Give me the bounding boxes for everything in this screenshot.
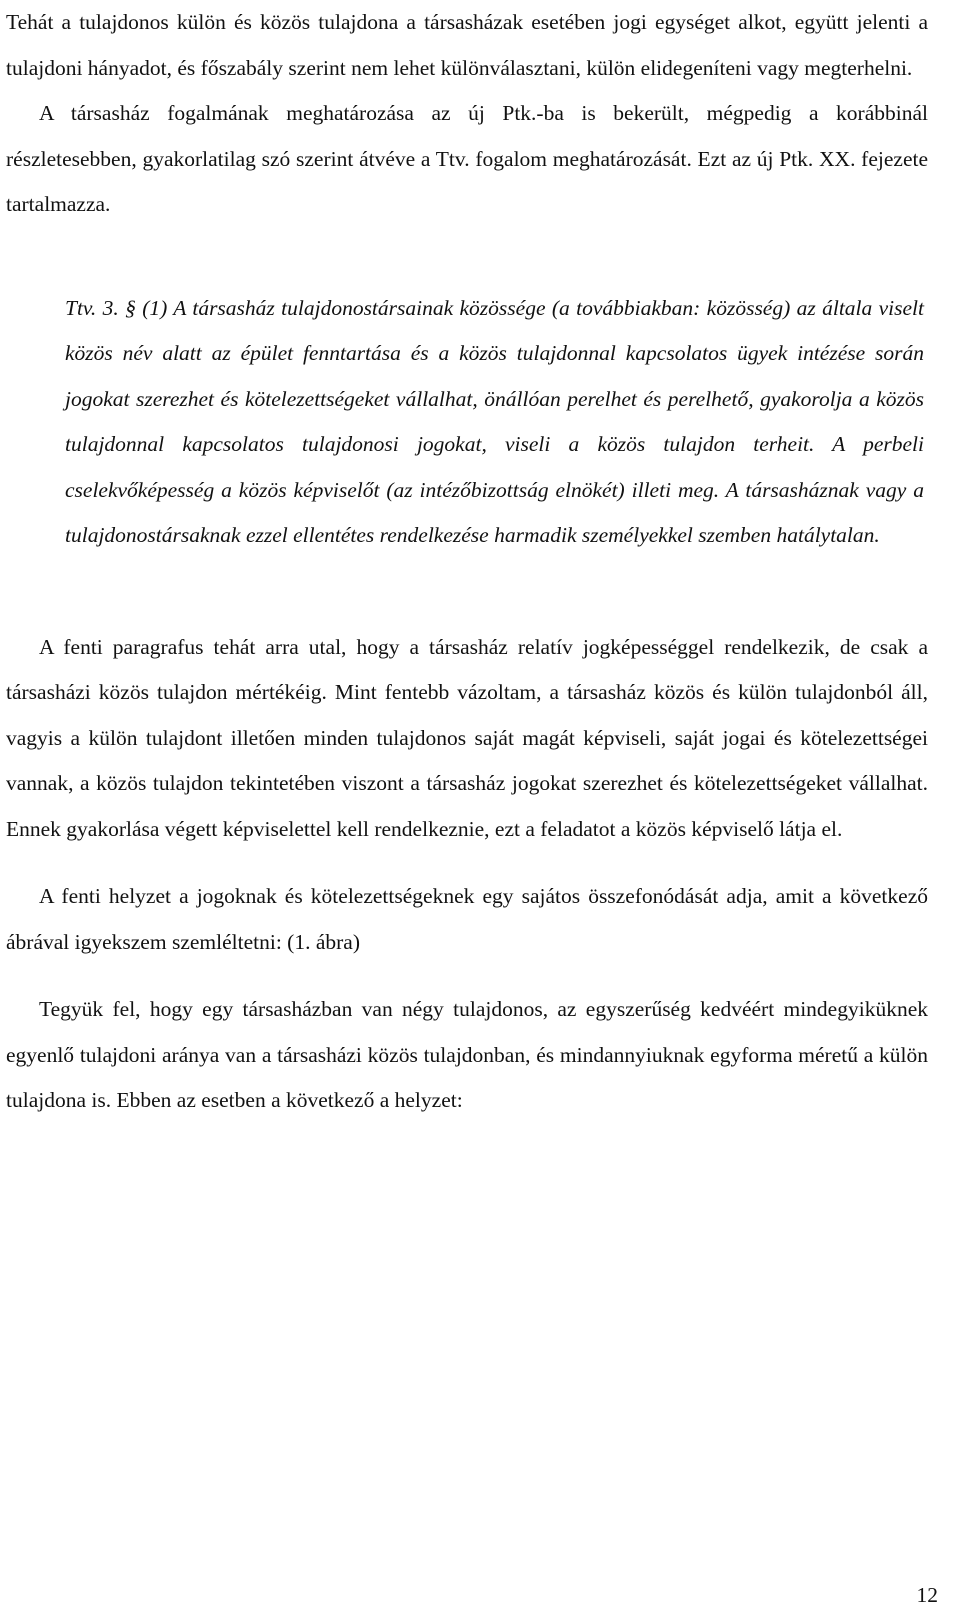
quoted-law-ttv-3: Ttv. 3. § (1) A társasház tulajdonostársainak közössége (a továbbiakban: közösség) az általa viselt közös név alatt az épület fenntartása és a közös tulajdonnal kapcsolatos ügyek intézése során jogokat szerezhet és kötelezettségeket vállalhat, önállóan perelhet és perelhető, gyakorolja a közös tulajdonnal kapcsolatos tulajdonosi jogokat, viseli a közös tulajdon terheit. A perbeli cselekvőképesség a közös képviselőt (az intézőbizottság elnökét) illeti meg. A társasháznak vagy a tulajdonostársaknak ezzel ellentétes rendelkezése harmadik személyekkel szemben hatálytalan. bbox=[65, 295, 924, 547]
page-number: 12 bbox=[916, 1583, 938, 1607]
paragraph-example: Tegyük fel, hogy egy társasházban van négy tulajdonos, az egyszerűség kedvéért mindegyiküknek egyenlő tulajdoni aránya van a társasházi közös tulajdonban, és mindannyiuknak egyforma méretű a külön tulajdona is. Ebben az esetben a következő a helyzet: bbox=[6, 997, 928, 1112]
document-page bbox=[6, 0, 928, 1124]
paragraph-figure-intro: A fenti helyzet a jogoknak és kötelezettségeknek egy sajátos összefonódását adja, amit a következő ábrával igyekszem szemléltetni: (1. ábra) bbox=[6, 884, 928, 954]
paragraph-ownership-unity: Tehát a tulajdonos külön és közös tulajdona a társasházak esetében jogi egységet alkot, együtt jelenti a tulajdoni hányadot, és főszabály szerint nem lehet különválasztani, külön elidegeníteni vagy megterhelni. bbox=[6, 10, 928, 80]
paragraph-relative-capacity: A fenti paragrafus tehát arra utal, hogy a társasház relatív jogképességgel rendelkezik, de csak a társasházi közös tulajdon mértékéig. Mint fentebb vázoltam, a társasház közös és külön tulajdonból áll, vagyis a külön tulajdont illetően minden tulajdonos saját magát képviseli, saját jogai és kötelezettségei vannak, a közös tulajdon tekintetében viszont a társasház jogokat szerezhet és kötelezettségeket vállalhat. Ennek gyakorlása végett képviselettel kell rendelkeznie, ezt a feladatot a közös képviselő látja el. bbox=[6, 634, 928, 841]
paragraph-definition-ptk: A társasház fogalmának meghatározása az új Ptk.-ba is bekerült, mégpedig a korábbinál részletesebben, gyakorlatilag szó szerint átvéve a Ttv. fogalom meghatározását. Ezt az új Ptk. XX. fejezete tartalmazza. bbox=[6, 101, 928, 216]
